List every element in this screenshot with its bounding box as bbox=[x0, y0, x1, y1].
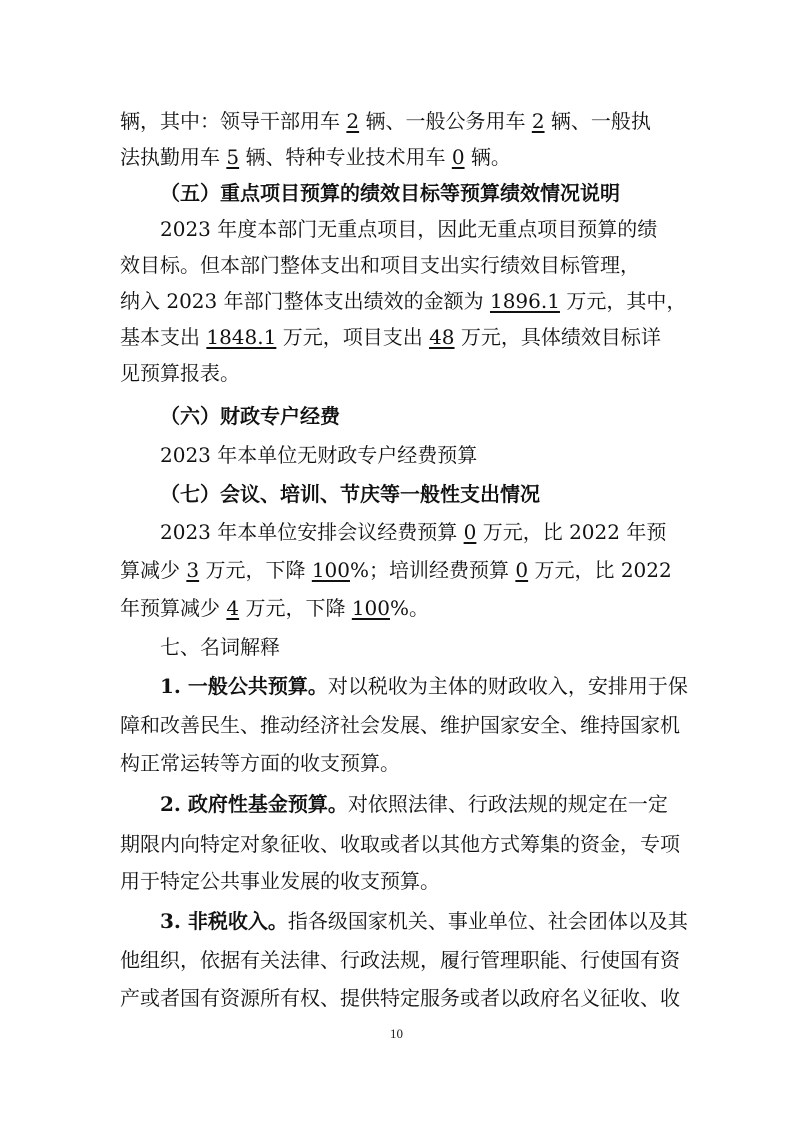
text-line: 基本支出 1848.1 万元，项目支出 48 万元，具体绩效目标详 bbox=[120, 325, 661, 349]
text-line: 效目标。但本部门整体支出和项目支出实行绩效目标管理， bbox=[120, 253, 640, 277]
text-line: 辆，其中：领导干部用车 2 辆、一般公务用车 2 辆、一般执 bbox=[120, 109, 651, 133]
text-line: 障和改善民生、推动经济社会发展、维护国家安全、维持国家机 bbox=[120, 713, 680, 737]
page-number: 10 bbox=[390, 1026, 403, 1041]
text-line: 法执勤用车 5 辆、特种专业技术用车 0 辆。 bbox=[120, 145, 511, 169]
text-line: 纳入 2023 年部门整体支出绩效的金额为 1896.1 万元，其中， bbox=[120, 289, 687, 313]
text-line: 见预算报表。 bbox=[120, 361, 240, 385]
text-line: 3. 非税收入。指各级国家机关、事业单位、社会团体以及其 bbox=[160, 909, 688, 933]
section-heading: （六）财政专户经费 bbox=[160, 404, 340, 428]
term-label: 3. 非税收入。 bbox=[160, 909, 288, 933]
text-line: 2023 年本单位安排会议经费预算 0 万元，比 2022 年预 bbox=[160, 520, 667, 544]
text-line: 构正常运转等方面的收支预算。 bbox=[120, 751, 400, 775]
term-label: 2. 政府性基金预算。 bbox=[160, 792, 348, 816]
text-line: 产或者国有资源所有权、提供特定服务或者以政府名义征收、收 bbox=[120, 986, 680, 1010]
section-heading: 七、名词解释 bbox=[160, 635, 280, 659]
term-label: 1. 一般公共预算。 bbox=[160, 674, 328, 698]
text-line: 算减少 3 万元，下降 100%；培训经费预算 0 万元，比 2022 bbox=[120, 558, 672, 582]
section-heading: （五）重点项目预算的绩效目标等预算绩效情况说明 bbox=[160, 181, 620, 205]
text-line: 用于特定公共事业发展的收支预算。 bbox=[120, 869, 440, 893]
text-line: 期限内向特定对象征收、收取或者以其他方式筹集的资金，专项 bbox=[120, 832, 680, 856]
text-line: 年预算减少 4 万元，下降 100%。 bbox=[120, 596, 430, 620]
text-line: 1. 一般公共预算。对以税收为主体的财政收入，安排用于保 bbox=[160, 674, 688, 698]
text-line: 2023 年本单位无财政专户经费预算 bbox=[160, 443, 478, 467]
text-line: 2023 年度本部门无重点项目，因此无重点项目预算的绩 bbox=[160, 217, 658, 241]
text-line: 2. 政府性基金预算。对依照法律、行政法规的规定在一定 bbox=[160, 792, 668, 816]
text-line: 他组织，依据有关法律、行政法规，履行管理职能、行使国有资 bbox=[120, 948, 680, 972]
section-heading: （七）会议、培训、节庆等一般性支出情况 bbox=[160, 482, 540, 506]
